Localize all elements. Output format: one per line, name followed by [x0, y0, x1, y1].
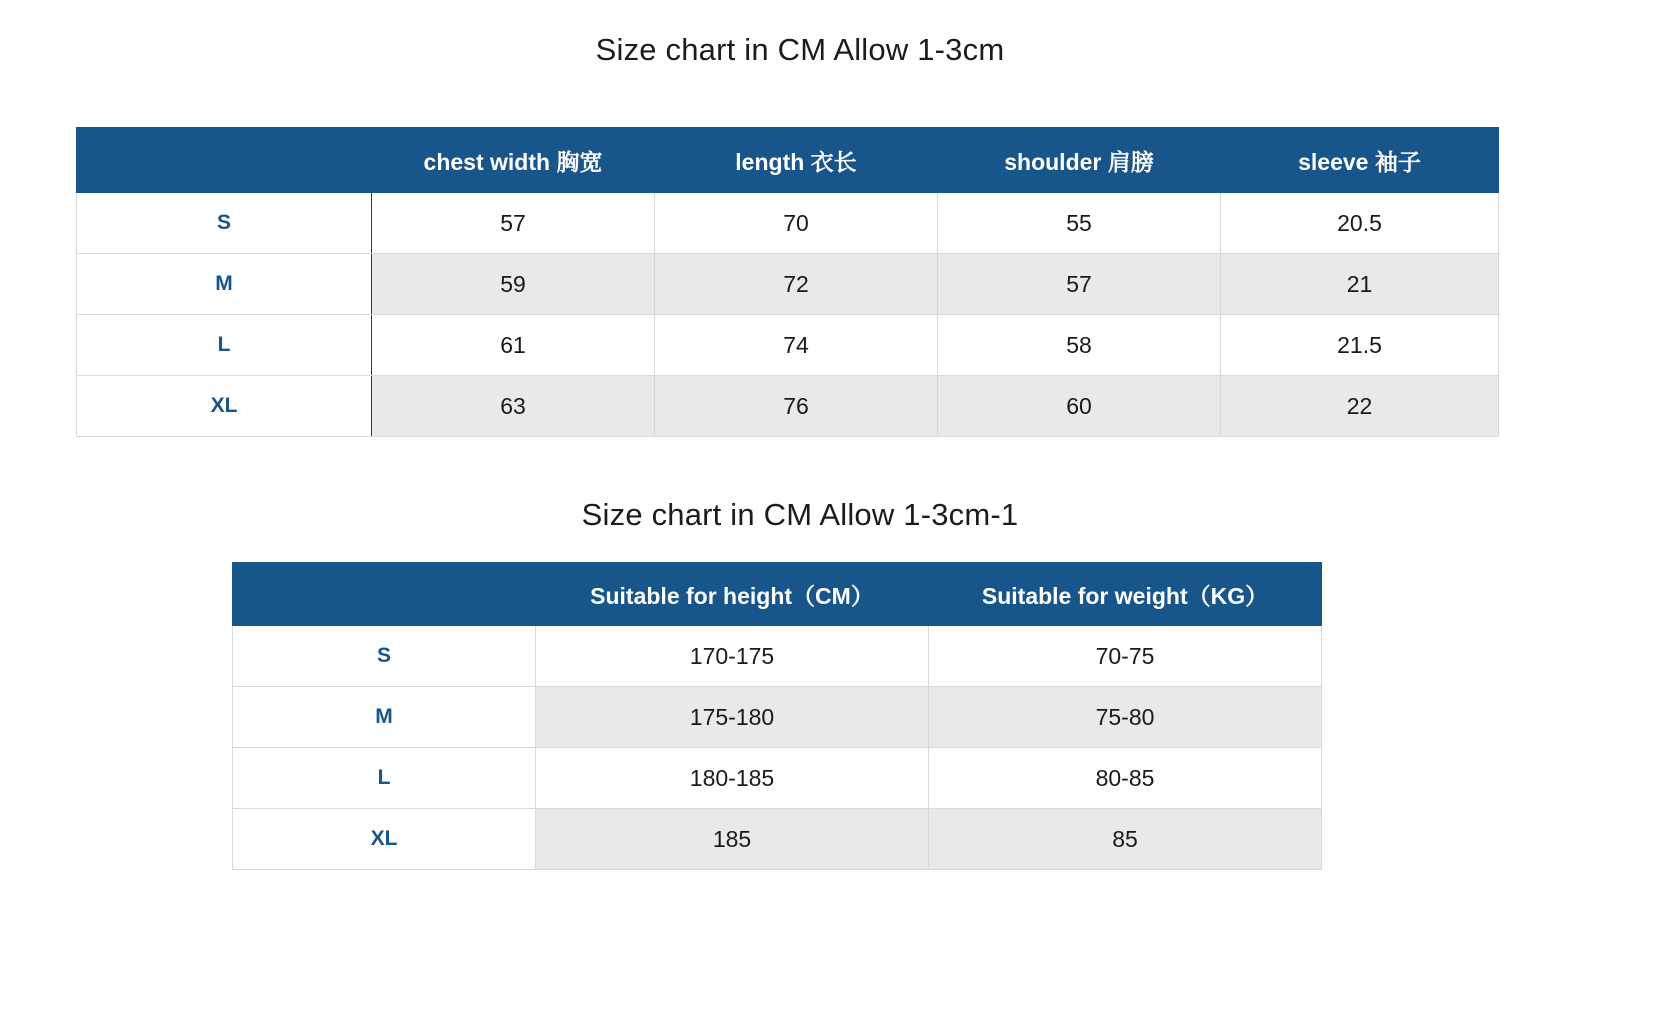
cell-sleeve: 22	[1221, 376, 1499, 437]
column-header-size	[233, 563, 536, 626]
cell-weight: 80-85	[929, 748, 1322, 809]
column-header-sleeve: sleeve 袖子	[1221, 128, 1499, 193]
cell-weight: 75-80	[929, 687, 1322, 748]
cell-height: 185	[536, 809, 929, 870]
cell-sleeve: 21	[1221, 254, 1499, 315]
cell-size: S	[233, 626, 536, 687]
cell-chest-width: 57	[372, 193, 655, 254]
column-header-suitable-height: Suitable for height（CM）	[536, 563, 929, 626]
cell-shoulder: 58	[938, 315, 1221, 376]
table-row	[233, 626, 1322, 687]
cell-size: L	[233, 748, 536, 809]
cell-size: M	[233, 687, 536, 748]
table-row	[77, 254, 1499, 315]
column-header-shoulder: shoulder 肩膀	[938, 128, 1221, 193]
cell-size: L	[77, 315, 372, 376]
table-row	[77, 315, 1499, 376]
size-chart-1-table	[76, 127, 1499, 437]
cell-length: 74	[655, 315, 938, 376]
cell-size: M	[77, 254, 372, 315]
size-chart-1-title: Size chart in CM Allow 1-3cm	[595, 32, 1005, 67]
cell-size: XL	[77, 376, 372, 437]
cell-weight: 70-75	[929, 626, 1322, 687]
cell-size: S	[77, 193, 372, 254]
cell-chest-width: 61	[372, 315, 655, 376]
cell-height: 170-175	[536, 626, 929, 687]
column-header-size	[77, 128, 372, 193]
cell-shoulder: 57	[938, 254, 1221, 315]
size-chart-2-title: Size chart in CM Allow 1-3cm-1	[581, 497, 1019, 532]
column-header-length: length 衣长	[655, 128, 938, 193]
cell-height: 180-185	[536, 748, 929, 809]
cell-shoulder: 55	[938, 193, 1221, 254]
cell-chest-width: 59	[372, 254, 655, 315]
size-chart-2-table	[232, 562, 1322, 870]
table-row	[77, 376, 1499, 437]
size-chart-document	[0, 32, 1666, 1020]
cell-weight: 85	[929, 809, 1322, 870]
cell-sleeve: 21.5	[1221, 315, 1499, 376]
cell-length: 76	[655, 376, 938, 437]
table-row	[233, 687, 1322, 748]
table-row	[77, 193, 1499, 254]
cell-height: 175-180	[536, 687, 929, 748]
table-header-row	[77, 128, 1499, 193]
table-row	[233, 748, 1322, 809]
cell-length: 72	[655, 254, 938, 315]
table-row	[233, 809, 1322, 870]
cell-size: XL	[233, 809, 536, 870]
cell-chest-width: 63	[372, 376, 655, 437]
column-header-chest-width: chest width 胸宽	[372, 128, 655, 193]
cell-sleeve: 20.5	[1221, 193, 1499, 254]
cell-length: 70	[655, 193, 938, 254]
cell-shoulder: 60	[938, 376, 1221, 437]
table-header-row	[233, 563, 1322, 626]
column-header-suitable-weight: Suitable for weight（KG）	[929, 563, 1322, 626]
